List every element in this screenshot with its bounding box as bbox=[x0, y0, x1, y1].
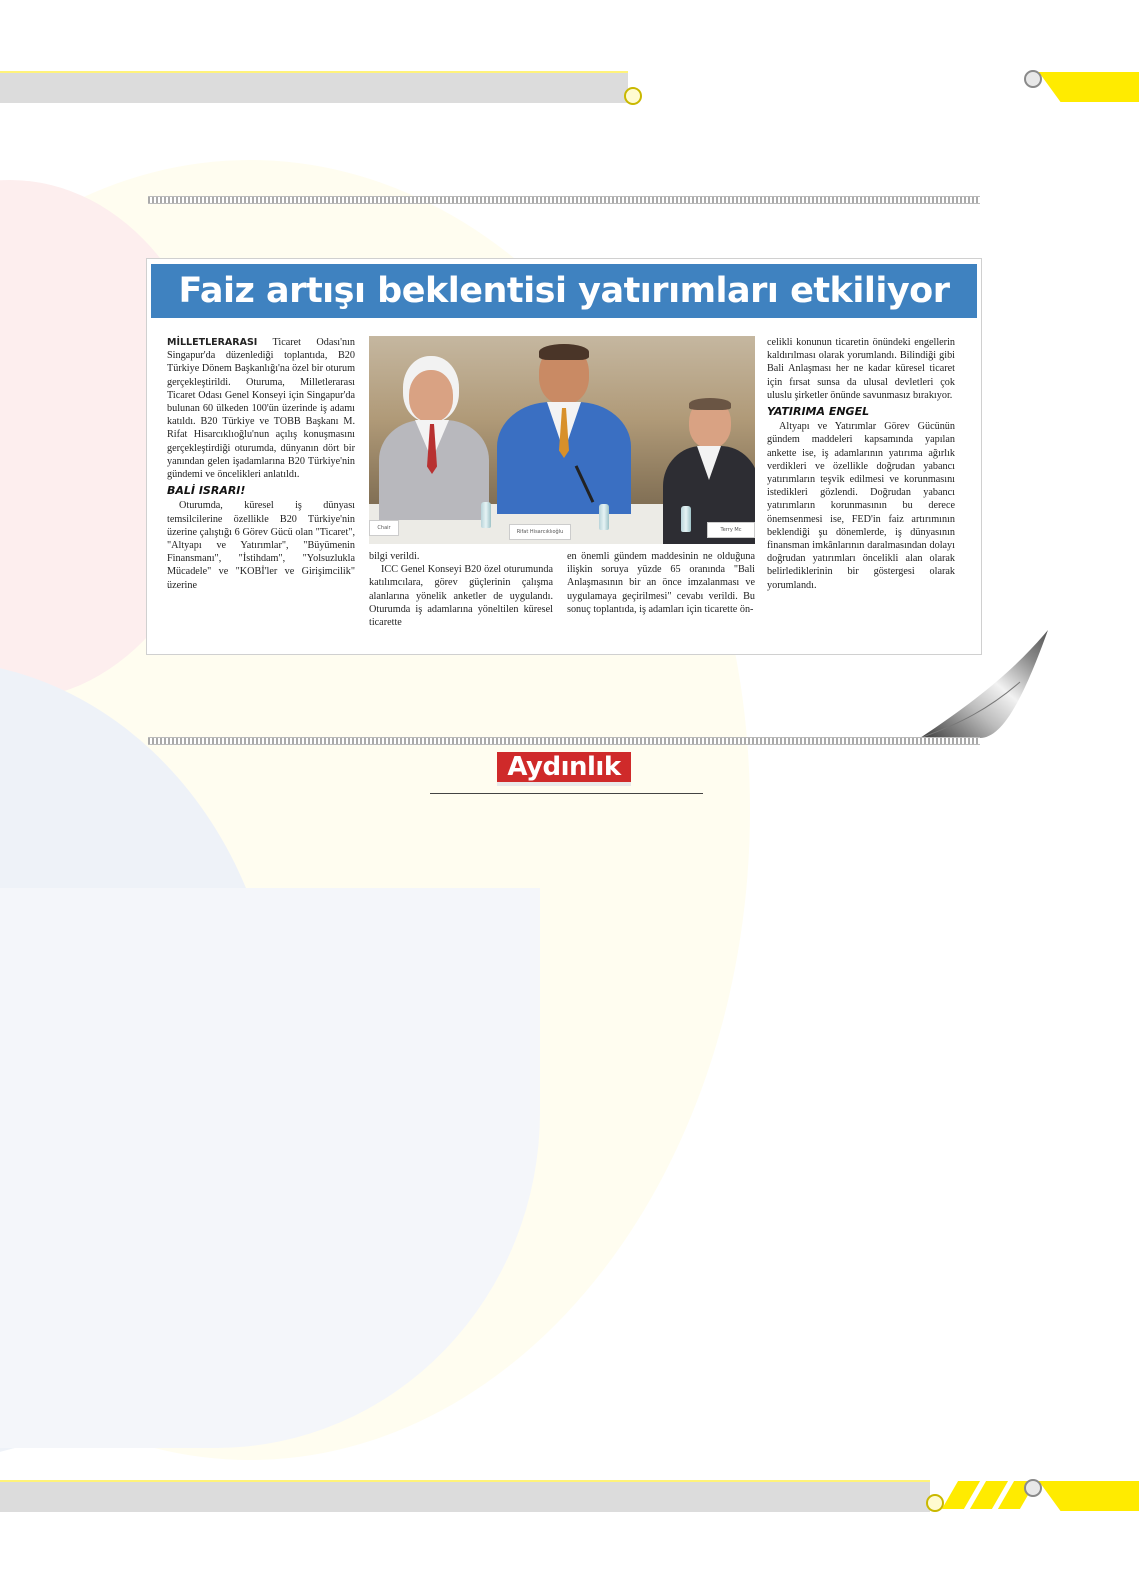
bottom-right-yellow-tab bbox=[1030, 1481, 1139, 1511]
article-paragraph: Oturumda, küresel iş dünyası temsilcilerine özellikle B20 Türkiye'nin üzerine çalıştığı 6 Görev Gücü olan "Ticaret", "Altyapı ve Yatırımlar", "Büyümenin Finansmanı", "İstihdam", "Yolsuzlukla Mücadele" ve "KOBİ'ler ve Girişimcilik" üzerine bbox=[167, 500, 355, 591]
article-kicker: MİLLETLERARASI bbox=[167, 337, 258, 348]
water-bottle bbox=[681, 506, 691, 532]
bottom-bar-end-dot bbox=[926, 1494, 944, 1512]
water-bottle bbox=[481, 502, 491, 528]
newspaper-clipping bbox=[146, 258, 982, 655]
subheading-yatirima-engel: YATIRIMA ENGEL bbox=[767, 405, 870, 419]
article-paragraph: ICC Genel Konseyi B20 özel oturumunda katılımcılara, görev güçlerinin çalışma alanlarına yönelik anketler de uygulandı. Oturumda iş adamlarına yöneltilen küresel ticarette bbox=[369, 564, 553, 629]
bottom-footer-bar bbox=[0, 1480, 930, 1512]
article-lead-paragraph bbox=[167, 336, 355, 481]
bottom-right-dot bbox=[1024, 1479, 1042, 1497]
bottom-dotted-rule bbox=[148, 737, 980, 745]
top-dotted-rule bbox=[148, 196, 980, 204]
nameplate-center: Rifat Hisarcıklıoğlu bbox=[509, 524, 571, 540]
article-column-3 bbox=[567, 550, 755, 616]
top-right-dot bbox=[1024, 70, 1042, 88]
article-paragraph: en önemli gündem maddesinin ne olduğuna ilişkin soruya yüzde 65 oranında "Bali Anlaşmasının bir an önce imzalanması ve uygulamaya geçirilmesi" cevabı verildi. Bu sonuç toplantıda, iş adamları için ticarette ön- bbox=[567, 551, 755, 615]
logo-underline bbox=[430, 793, 703, 794]
aydinlik-logo bbox=[497, 752, 631, 786]
nameplate-right: Terry Mc bbox=[707, 522, 755, 538]
article-photo bbox=[369, 336, 755, 544]
top-header-bar bbox=[0, 71, 628, 103]
water-bottle bbox=[599, 504, 609, 530]
article-paragraph: celikli konunun ticaretin önündeki engellerin kaldırılması olarak yorumlandı. Bilindiği gibi Bali Anlaşması her ne kadar küresel ticaret için fırsat sunsa da ulusal devletleri çok uluslu şirketler önünde savunmasız bırakıyor. bbox=[767, 337, 955, 401]
article-column-2 bbox=[369, 550, 553, 629]
article-headline: Faiz artışı beklentisi yatırımları etkiliyor bbox=[151, 264, 977, 318]
article-column-4 bbox=[767, 336, 955, 592]
subheading-bali: BALİ ISRARI! bbox=[167, 484, 246, 498]
top-right-yellow-tab bbox=[1030, 72, 1139, 102]
page-curl-icon bbox=[920, 628, 1050, 740]
article-paragraph: bilgi verildi. bbox=[369, 551, 420, 562]
nameplate-left: Chair bbox=[369, 520, 399, 536]
article-column-1 bbox=[167, 336, 355, 592]
top-bar-end-dot bbox=[624, 87, 642, 105]
article-paragraph: Altyapı ve Yatırımlar Görev Gücünün gündem maddeleri kapsamında yapılan ankette ise, iş adamlarının yatırıma ağırlık verdikleri ve özellikle doğrudan yabancı yatırımların teşvik edilmesi ve korunmasını istedikleri gözlendi. Doğrudan yabancı yatırımların korunmasının bu derece önemsenmesi ise, FED'in faiz artırımının beklendiği şu dönemlerde, iş dünyasının finansman imkânlarının daralmasından dolayı doğrudan yatırımları öncelikli alan olarak belirlediklerinin bir göstergesi olarak yorumlandı. bbox=[767, 421, 955, 591]
logo-text: Aydınlık bbox=[507, 752, 621, 782]
article-lead-text: Ticaret Odası'nın Singapur'da düzenlediği toplantıda, B20 Türkiye Dönem Başkanlığı'na özel bir oturum gerçekleştirildi. Oturuma, Milletlerarası Ticaret Odası Genel Konseyi için Singapur'da bulunan 60 ülkeden 100'ün üzerinde iş adamı katıldı. B20 Türkiye ve TOBB Başkanı M. Rifat Hisarcıklıoğlu'nun açılış konuşmasını gerçekleştirdiği oturumda, dünyanın dört bir yanından gelen işadamlarına B20 Türkiye'nin gündemi ve öncelikleri anlatıldı. bbox=[167, 337, 355, 481]
